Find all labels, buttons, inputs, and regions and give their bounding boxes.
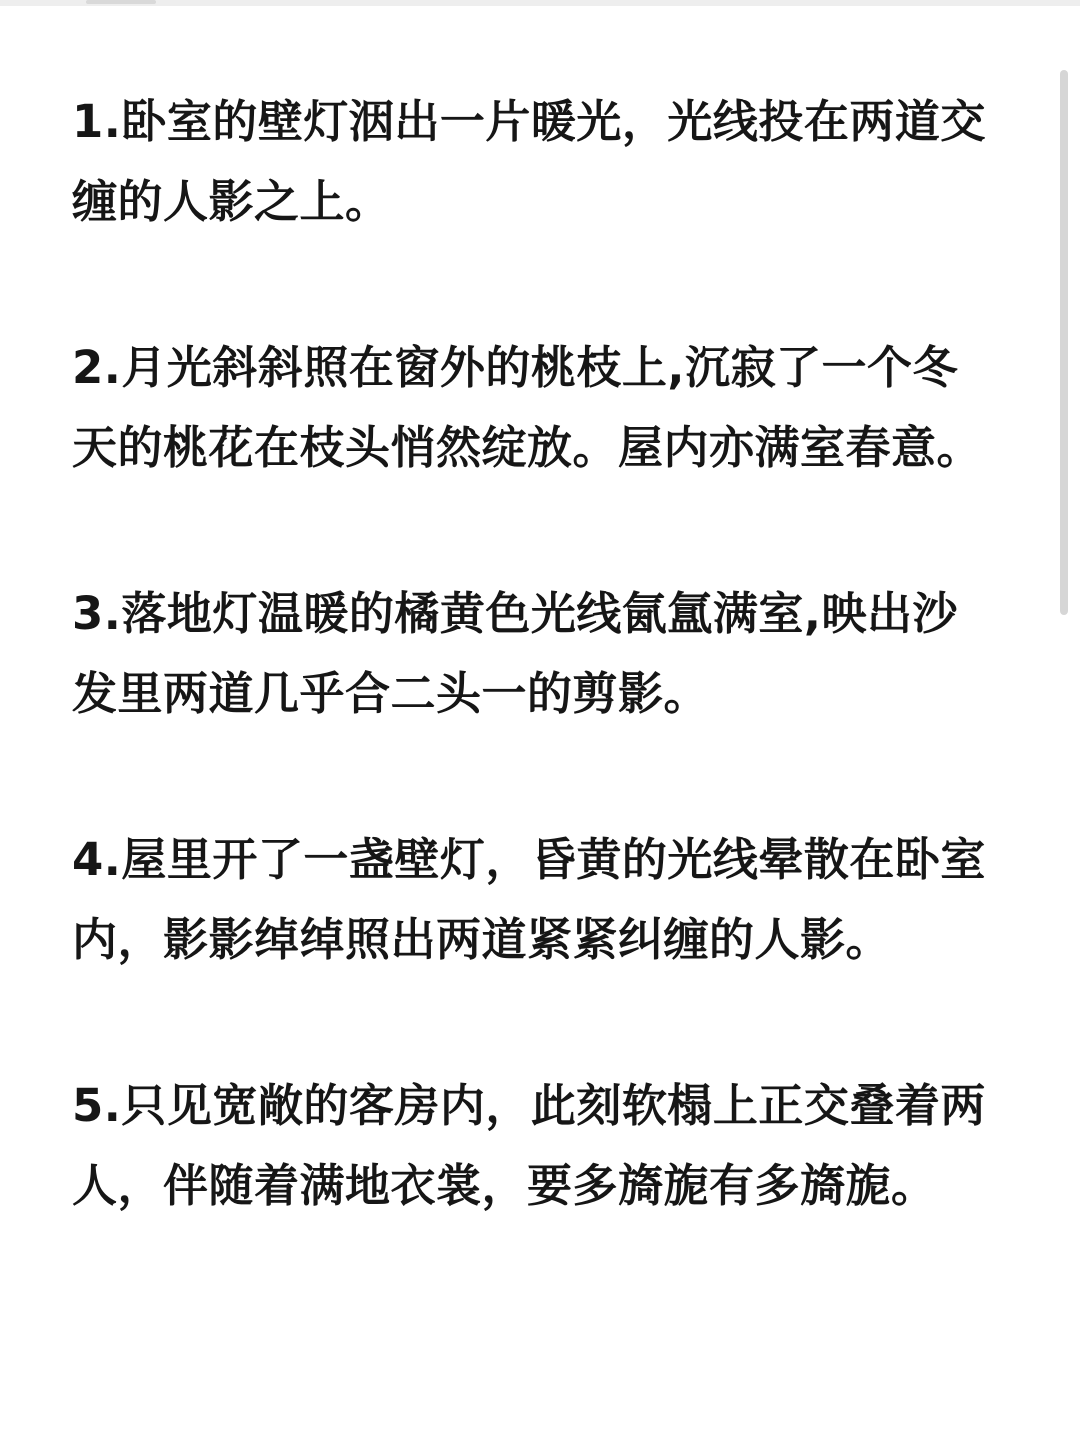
top-status-mark [86,0,156,4]
paragraph-2: 2.月光斜斜照在窗外的桃枝上,沉寂了一个冬天的桃花在枝头悄然绽放。屋内亦满室春意。 [72,341,983,474]
top-divider [0,0,1080,6]
paragraph-5: 5.只见宽敞的客房内，此刻软榻上正交叠着两人，伴随着满地衣裳，要多旖旎有多旖旎。 [72,1079,986,1212]
paragraph-4: 4.屋里开了一盏壁灯，昏黄的光线晕散在卧室内，影影绰绰照出两道紧紧纠缠的人影。 [72,833,986,966]
paragraph-3: 3.落地灯温暖的橘黄色光线氤氲满室,映出沙发里两道几乎合二头一的剪影。 [72,587,959,720]
document-body [72,82,1002,1312]
vertical-scrollbar[interactable] [1060,70,1068,615]
paragraph-1: 1.卧室的壁灯洇出一片暖光，光线投在两道交缠的人影之上。 [72,95,986,228]
scrollbar-thumb[interactable] [1060,70,1068,615]
